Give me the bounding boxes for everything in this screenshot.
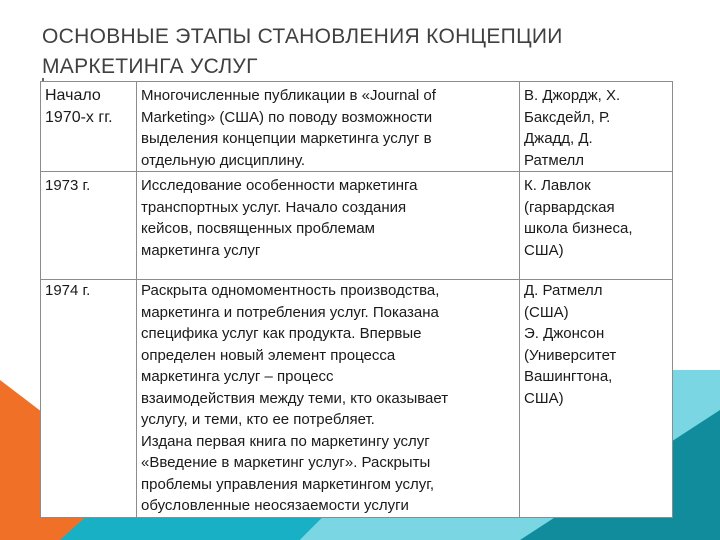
authors-text: В. Джордж, Х. (524, 87, 621, 104)
period-text: 1970-х гг. (45, 109, 113, 126)
event-text: кейсов, посвященных проблемам (141, 220, 375, 237)
authors-cell (520, 172, 673, 280)
event-text: маркетинга услуг (141, 241, 261, 259)
event-cell (137, 172, 520, 280)
event-text: услугу, и теми, кто ее потребляет. (141, 411, 375, 428)
slide-title-line: ОСНОВНЫЕ ЭТАПЫ СТАНОВЛЕНИЯ КОНЦЕПЦИИ (42, 25, 563, 48)
event-text: определен новый элемент процесса (141, 346, 396, 364)
event-text: Издана первая книга по маркетингу услуг (141, 432, 430, 450)
event-text: взаимодействия между теми, кто оказывает (141, 389, 449, 407)
event-text: выделения концепции маркетинга услуг в (141, 130, 432, 147)
milestones-table (40, 81, 673, 518)
period-text: Начало (45, 87, 101, 104)
authors-text: Ратмелл (524, 151, 585, 169)
event-text: транспортных услуг. Начало создания (141, 198, 407, 216)
period-cell (41, 172, 137, 280)
slide-title (42, 22, 682, 82)
table-row (41, 82, 673, 172)
event-text: маркетинга и потребления услуг. Показана (141, 303, 439, 321)
event-text: Многочисленные публикации в «Journal of (141, 87, 436, 104)
table-row (41, 280, 673, 518)
authors-text: (Университет (524, 346, 617, 364)
authors-text: Вашингтона, (524, 368, 613, 385)
event-text: Marketing» (США) по поводу возможности (141, 108, 433, 126)
event-text: Раскрыта одномоментность производства, (141, 282, 440, 299)
authors-text: Э. Джонсон (524, 325, 605, 342)
authors-text: США) (524, 389, 564, 407)
event-cell (137, 280, 520, 518)
authors-text: (гарвардская (524, 198, 615, 216)
event-text: специфика услуг как продукта. Впервые (141, 325, 422, 342)
authors-text: школа бизнеса, (524, 220, 633, 237)
event-text: маркетинга услуг – процесс (141, 368, 334, 385)
authors-cell (520, 82, 673, 172)
period-cell (41, 280, 137, 518)
table-row (41, 172, 673, 280)
slide-title-line: МАРКЕТИНГА УСЛУГ (42, 55, 258, 78)
event-text: проблемы управления маркетингом услуг, (141, 475, 435, 493)
authors-text: США) (524, 241, 564, 259)
event-text: отдельную дисциплину. (141, 151, 306, 169)
authors-text: Баксдейл, Р. (524, 108, 611, 126)
period-cell (41, 82, 137, 172)
event-text: Исследование особенности маркетинга (141, 177, 418, 194)
period-text: 1974 г. (45, 282, 91, 299)
authors-text: (США) (524, 303, 569, 321)
authors-text: Джадд, Д. (524, 130, 593, 147)
period-text: 1973 г. (45, 177, 91, 194)
event-text: обусловленные неосязаемости услуги (141, 497, 409, 514)
authors-text: К. Лавлок (524, 177, 591, 194)
event-cell (137, 82, 520, 172)
authors-text: Д. Ратмелл (524, 282, 603, 299)
event-text: «Введение в маркетинг услуг». Раскрыты (141, 454, 431, 471)
authors-cell (520, 280, 673, 518)
